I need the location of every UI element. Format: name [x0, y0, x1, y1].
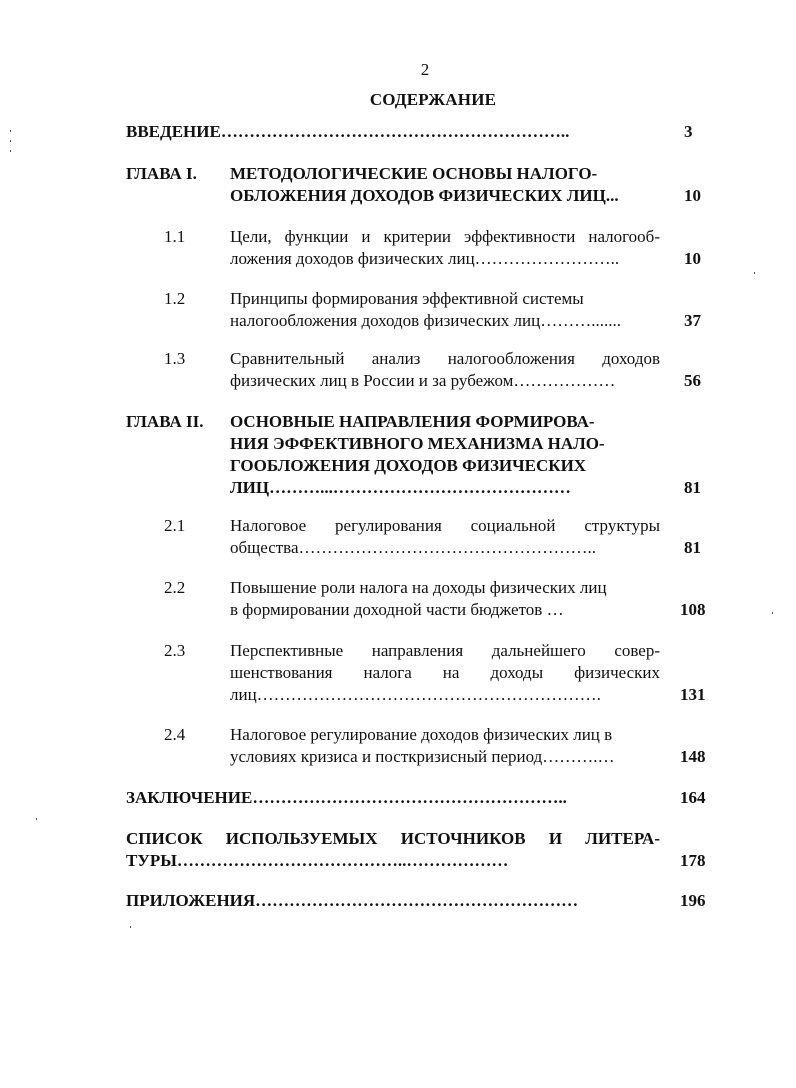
section-number: 2.2	[164, 578, 186, 597]
section-page: 10	[684, 249, 701, 268]
toc-intro-text: ВВЕДЕНИЕ……………………………………………………..	[126, 122, 570, 141]
toc-sources-line: ТУРЫ…………………………………..………………	[126, 851, 509, 870]
section-page: 108	[680, 600, 706, 619]
scan-speck	[10, 130, 11, 132]
section-title-line: лиц…………………………………………………….	[230, 685, 601, 704]
section-number: 1.1	[164, 227, 186, 246]
toc-appendix-text: ПРИЛОЖЕНИЯ…………………………………………………	[126, 891, 579, 910]
section-number: 2.3	[164, 641, 186, 660]
section-page: 81	[684, 538, 701, 557]
section-title-line: общества……………………………………………..	[230, 538, 597, 557]
section-title-line: ложения доходов физических лиц……………………..	[230, 249, 620, 268]
scan-speck	[36, 818, 37, 820]
section-title-line: Повышение роли налога на доходы физических лиц	[230, 578, 607, 597]
toc-appendix-page: 196	[680, 891, 706, 910]
scan-speck	[10, 150, 11, 152]
chapter2-title-line: ГООБЛОЖЕНИЯ ДОХОДОВ ФИЗИЧЕСКИХ	[230, 456, 587, 475]
section-title-line: налогообложения доходов физических лиц……….......	[230, 311, 621, 330]
section-title-line: Принципы формирования эффективной системы	[230, 289, 584, 308]
chapter2-label: ГЛАВА II.	[126, 412, 204, 431]
chapter1-title-line: МЕТОДОЛОГИЧЕСКИЕ ОСНОВЫ НАЛОГО-	[230, 164, 598, 183]
scan-speck	[754, 272, 755, 274]
page-number: 2	[420, 60, 430, 79]
section-page: 56	[684, 371, 701, 390]
toc-conclusion-page: 164	[680, 788, 706, 807]
section-number: 1.3	[164, 349, 186, 368]
scan-speck	[772, 612, 773, 614]
section-title-line: физических лиц в России и за рубежом………………	[230, 371, 616, 390]
section-number: 2.1	[164, 516, 186, 535]
section-page: 37	[684, 311, 701, 330]
section-page: 131	[680, 685, 706, 704]
section-title-line: в формировании доходной части бюджетов …	[230, 600, 564, 619]
section-title-line: Налоговое регулирование доходов физических лиц в	[230, 725, 613, 744]
chapter1-label: ГЛАВА I.	[126, 164, 197, 183]
scan-speck	[10, 140, 11, 142]
chapter2-title-line: ОСНОВНЫЕ НАПРАВЛЕНИЯ ФОРМИРОВА-	[230, 412, 595, 431]
chapter1-page: 10	[684, 186, 701, 205]
chapter1-title-line: ОБЛОЖЕНИЯ ДОХОДОВ ФИЗИЧЕСКИХ ЛИЦ...	[230, 186, 619, 205]
toc-sources-line: СПИСОК ИСПОЛЬЗУЕМЫХ ИСТОЧНИКОВ И ЛИТЕРА-	[126, 829, 660, 848]
toc-conclusion-text: ЗАКЛЮЧЕНИЕ………………………………………………..	[126, 788, 567, 807]
section-title-line: Перспективные направления дальнейшего совер-	[230, 641, 660, 660]
chapter2-page: 81	[684, 478, 701, 497]
chapter2-title-line: НИЯ ЭФФЕКТИВНОГО МЕХАНИЗМА НАЛО-	[230, 434, 605, 453]
section-title-line: условиях кризиса и посткризисный период……….…	[230, 747, 615, 766]
section-page: 148	[680, 747, 706, 766]
section-number: 1.2	[164, 289, 186, 308]
section-title-line: Цели, функции и критерии эффективности налогооб-	[230, 227, 660, 246]
section-number: 2.4	[164, 725, 186, 744]
toc-title: СОДЕРЖАНИЕ	[369, 90, 497, 109]
section-title-line: шенствования налога на доходы физических	[230, 663, 660, 682]
toc-sources-page: 178	[680, 851, 706, 870]
toc-intro-page: 3	[684, 122, 693, 141]
section-title-line: Налоговое регулирования социальной структуры	[230, 516, 660, 535]
scan-speck	[130, 926, 131, 928]
section-title-line: Сравнительный анализ налогообложения доходов	[230, 349, 660, 368]
chapter2-title-line: ЛИЦ………...……………………………………	[230, 478, 571, 497]
